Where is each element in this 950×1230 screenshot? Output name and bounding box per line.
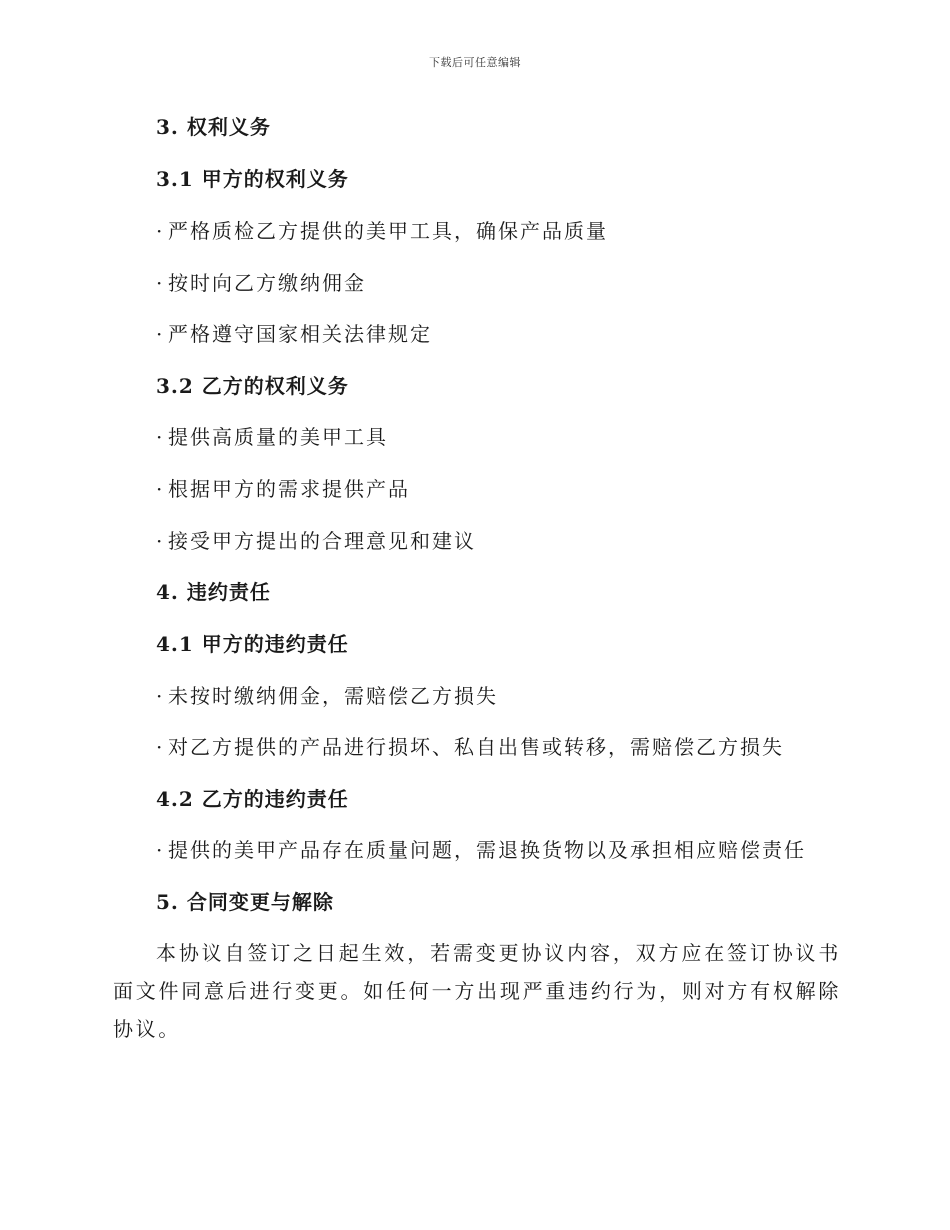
section-3-title: 3. 权利义务 [156, 115, 271, 139]
section-4-2-title: 4.2 乙方的违约责任 [156, 787, 349, 811]
bullet-icon: · [156, 322, 163, 346]
list-item-text: 接受甲方提出的合理意见和建议 [168, 529, 476, 553]
list-item [156, 684, 498, 708]
list-item-text: 提供高质量的美甲工具 [168, 425, 388, 449]
list-item-text: 未按时缴纳佣金，需赔偿乙方损失 [168, 684, 498, 708]
list-item [156, 322, 432, 346]
list-item-text: 对乙方提供的产品进行损坏、私自出售或转移，需赔偿乙方损失 [168, 735, 784, 759]
list-item [156, 271, 366, 295]
list-item [156, 477, 410, 501]
section-3-2-title: 3.2 乙方的权利义务 [156, 374, 349, 398]
list-item [156, 425, 388, 449]
list-item [156, 219, 608, 243]
bullet-icon: · [156, 425, 163, 449]
bullet-icon: · [156, 219, 163, 243]
list-item [156, 838, 806, 862]
bullet-icon: · [156, 838, 163, 862]
list-item-text: 按时向乙方缴纳佣金 [168, 271, 366, 295]
list-item [156, 529, 476, 553]
list-item-text: 严格遵守国家相关法律规定 [168, 322, 432, 346]
bullet-icon: · [156, 735, 163, 759]
section-4-1-title: 4.1 甲方的违约责任 [156, 632, 349, 656]
bullet-icon: · [156, 684, 163, 708]
page-header: 下载后可任意编辑 [429, 56, 521, 69]
section-4-title: 4. 违约责任 [156, 580, 271, 604]
list-item [156, 735, 784, 759]
bullet-icon: · [156, 271, 163, 295]
bullet-icon: · [156, 477, 163, 501]
section-5-paragraph: 本协议自签订之日起生效，若需变更协议内容，双方应在签订协议书面文件同意后进行变更。如任何一方出现严重违约行为，则对方有权解除协议。 [113, 941, 841, 1041]
list-item-text: 根据甲方的需求提供产品 [168, 477, 410, 501]
list-item-text: 严格质检乙方提供的美甲工具，确保产品质量 [168, 219, 608, 243]
section-3-1-title: 3.1 甲方的权利义务 [156, 167, 349, 191]
bullet-icon: · [156, 529, 163, 553]
list-item-text: 提供的美甲产品存在质量问题，需退换货物以及承担相应赔偿责任 [168, 838, 806, 862]
section-5-title: 5. 合同变更与解除 [156, 890, 334, 914]
